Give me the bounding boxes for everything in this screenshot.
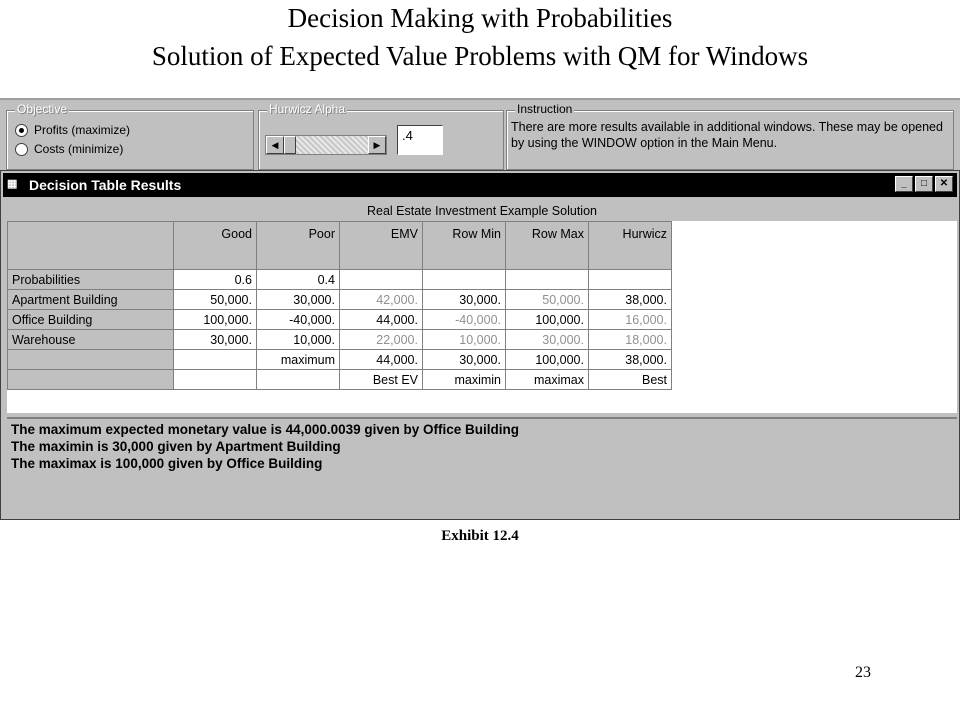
table-cell: 44,000. [340, 310, 423, 330]
header-hurwicz: Hurwicz [589, 222, 672, 270]
row-label: Apartment Building [8, 290, 174, 310]
table-row [8, 350, 672, 370]
table-row [8, 310, 672, 330]
radio-profits[interactable] [15, 123, 130, 137]
window-controls [895, 176, 953, 192]
table-cell [340, 270, 423, 290]
table-row [8, 330, 672, 350]
header-corner [8, 222, 174, 270]
control-strip [0, 98, 960, 172]
radio-costs-label: Costs (minimize) [34, 142, 124, 156]
table-cell[interactable]: 30,000. [174, 330, 257, 350]
table-cell: 30,000. [423, 350, 506, 370]
table-cell [423, 270, 506, 290]
table-cell[interactable]: 100,000. [174, 310, 257, 330]
maximize-icon[interactable]: □ [915, 176, 933, 192]
table-cell: 38,000. [589, 290, 672, 310]
radio-profits-label: Profits (maximize) [34, 123, 131, 137]
table-cell: 50,000. [506, 290, 589, 310]
scroll-right-arrow-icon[interactable]: ▶ [368, 136, 386, 154]
alpha-scrollbar[interactable] [265, 135, 387, 155]
hurwicz-group [258, 102, 504, 170]
table-cell: 30,000. [506, 330, 589, 350]
table-cell [589, 270, 672, 290]
table-cell[interactable]: 10,000. [257, 330, 340, 350]
table-cell[interactable]: -40,000. [257, 310, 340, 330]
table-row [8, 370, 672, 390]
table-cell: 100,000. [506, 350, 589, 370]
row-label: Probabilities [8, 270, 174, 290]
table-cell[interactable]: 30,000. [257, 290, 340, 310]
window-titlebar[interactable] [3, 173, 957, 197]
objective-group [6, 102, 254, 170]
table-cell [257, 370, 340, 390]
table-cell: maximum [257, 350, 340, 370]
table-cell: 30,000. [423, 290, 506, 310]
close-icon[interactable]: ✕ [935, 176, 953, 192]
message-line: The maximax is 100,000 given by Office Building [11, 456, 323, 471]
message-line: The maximum expected monetary value is 44,000.0039 given by Office Building [11, 422, 519, 437]
header-poor: Poor [257, 222, 340, 270]
results-message-area [7, 417, 957, 515]
radio-unchecked-icon[interactable] [15, 143, 28, 156]
table-row [8, 290, 672, 310]
table-cell[interactable]: 0.4 [257, 270, 340, 290]
table-cell: 18,000. [589, 330, 672, 350]
alpha-input[interactable]: .4 [397, 125, 443, 155]
slide-title-line1: Decision Making with Probabilities [287, 3, 673, 33]
row-label: Warehouse [8, 330, 174, 350]
header-good: Good [174, 222, 257, 270]
table-cell: 38,000. [589, 350, 672, 370]
exhibit-caption: Exhibit 12.4 [441, 528, 519, 544]
table-cell: 100,000. [506, 310, 589, 330]
table-cell: 10,000. [423, 330, 506, 350]
table-cell: Best EV [340, 370, 423, 390]
table-caption: Real Estate Investment Example Solution [7, 201, 957, 222]
instruction-group [506, 102, 954, 170]
header-emv: EMV [340, 222, 423, 270]
scroll-left-arrow-icon[interactable]: ◀ [266, 136, 284, 154]
table-cell [174, 350, 257, 370]
header-row-max: Row Max [506, 222, 589, 270]
table-cell[interactable]: 50,000. [174, 290, 257, 310]
table-header-row [8, 222, 672, 270]
row-label [8, 350, 174, 370]
radio-checked-icon[interactable] [15, 124, 28, 137]
results-table [7, 221, 672, 390]
objective-legend: Objective [17, 102, 68, 116]
scroll-thumb[interactable] [284, 136, 296, 154]
table-cell: 44,000. [340, 350, 423, 370]
table-cell: maximin [423, 370, 506, 390]
table-cell: 42,000. [340, 290, 423, 310]
slide-title-line2: Solution of Expected Value Problems with QM for Windows [151, 41, 809, 71]
hurwicz-legend: Hurwicz Alpha [269, 102, 346, 116]
instruction-text: There are more results available in additional windows. These may be opened by using the WINDOW option in the Main Menu. [511, 120, 943, 150]
table-cell [174, 370, 257, 390]
window-title: Decision Table Results [29, 177, 182, 193]
table-cell [506, 270, 589, 290]
decision-table-window [0, 170, 960, 520]
table-cell[interactable]: 0.6 [174, 270, 257, 290]
table-cell: Best [589, 370, 672, 390]
table-row [8, 270, 672, 290]
radio-costs[interactable] [15, 142, 123, 156]
header-row-min: Row Min [423, 222, 506, 270]
row-label: Office Building [8, 310, 174, 330]
page-number: 23 [855, 664, 871, 681]
row-label [8, 370, 174, 390]
table-cell: 22,000. [340, 330, 423, 350]
instruction-legend: Instruction [517, 102, 573, 116]
results-grid [7, 221, 957, 413]
table-cell: -40,000. [423, 310, 506, 330]
table-cell: 16,000. [589, 310, 672, 330]
table-cell: maximax [506, 370, 589, 390]
minimize-icon[interactable]: _ [895, 176, 913, 192]
qm-app-icon: ▦ [7, 178, 18, 190]
message-line: The maximin is 30,000 given by Apartment Building [11, 439, 341, 454]
